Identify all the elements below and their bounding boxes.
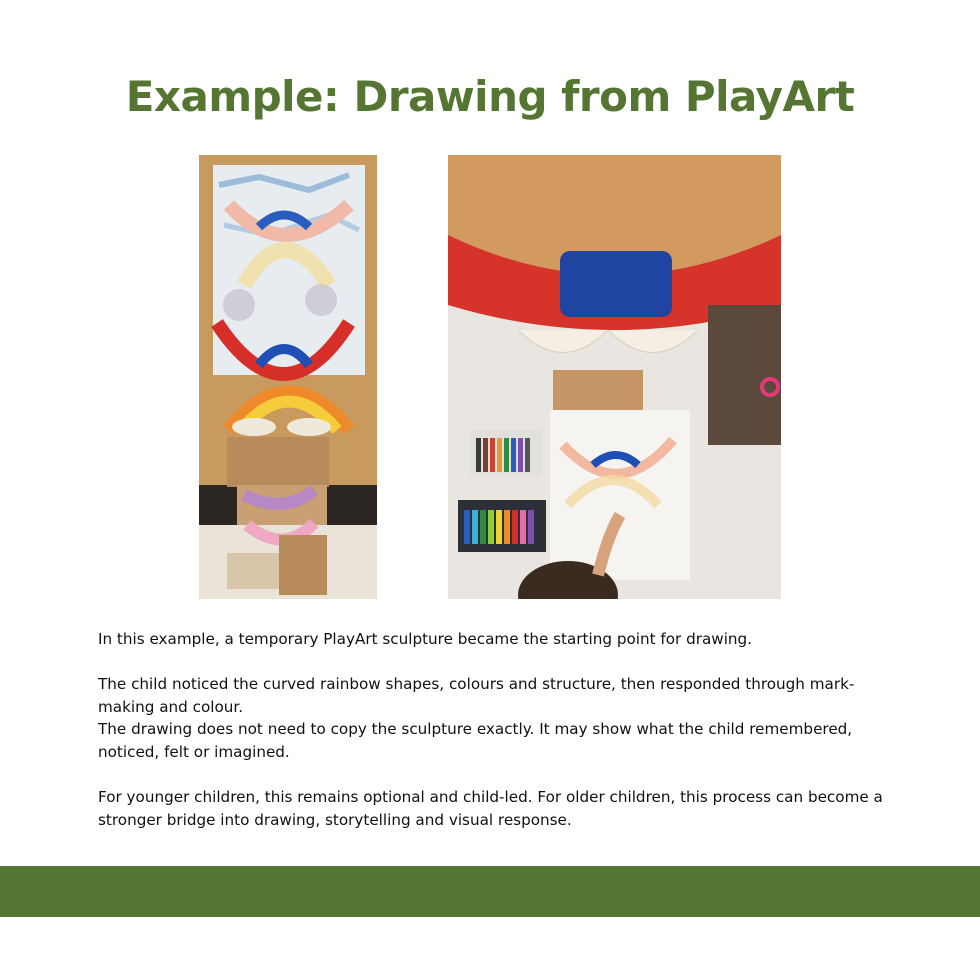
drawing-photo (448, 155, 781, 599)
footer-bar (0, 866, 980, 917)
sculpture-photo (199, 155, 377, 599)
paragraph-intro: In this example, a temporary PlayArt sculpture became the starting point for drawing. (98, 630, 753, 648)
paragraph-age-guidance: For younger children, this remains optional and child-led. For older children, this process can become a stronger bridge into drawing, storytelling and visual response. (98, 788, 883, 829)
page-title: Example: Drawing from PlayArt (125, 72, 855, 121)
description-text (98, 628, 888, 831)
sculpture-photo-image (199, 155, 377, 599)
paragraph-child-noticed: The child noticed the curved rainbow shapes, colours and structure, then responded through mark-making and colour. (98, 675, 855, 716)
paragraph-drawing-not-copy: The drawing does not need to copy the sculpture exactly. It may show what the child remembered, noticed, felt or imagined. (98, 720, 853, 761)
drawing-photo-image (448, 155, 781, 599)
